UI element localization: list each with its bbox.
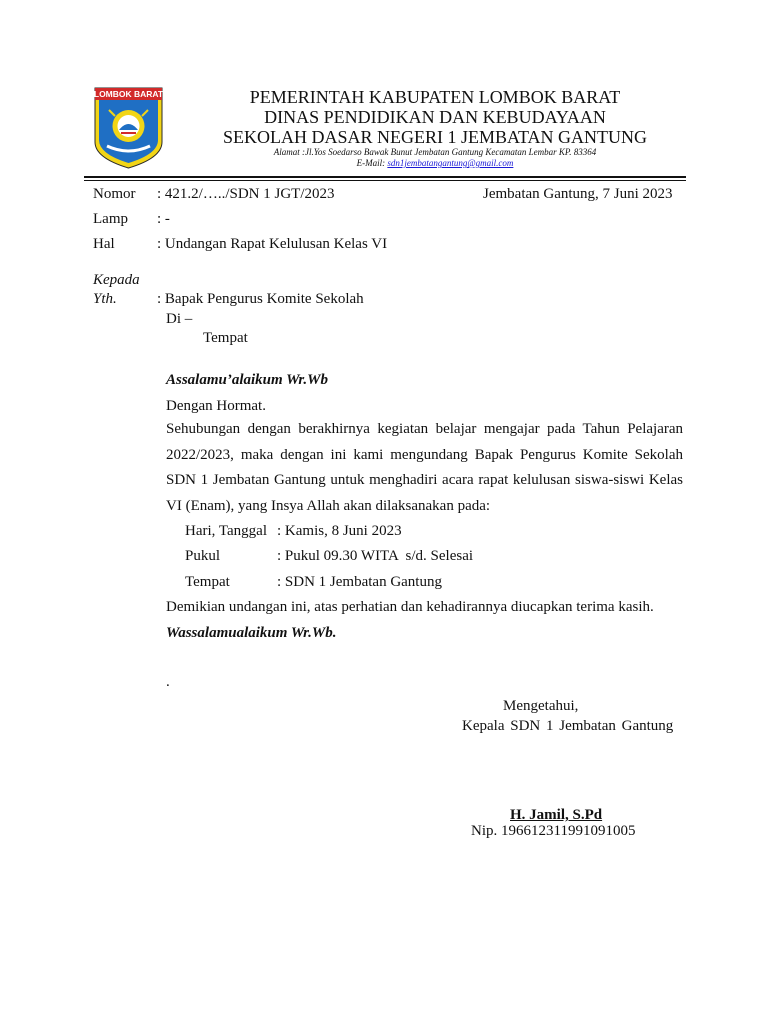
nomor-label: Nomor [93,186,136,202]
recipient-di: Di – [166,311,193,327]
detail-value-date: : Kamis, 8 Juni 2023 [277,523,402,539]
lamp-value: : - [157,211,170,227]
school-email-line [200,158,670,169]
lombok-barat-logo [93,86,164,170]
body-paragraph: Sehubungan dengan berakhirnya kegiatan belajar mengajar pada Tahun Pelajaran 2022/2023, maka dengan ini kami mengundang Bapak Pengurus Komite Sekolah SDN 1 Jembatan Gantung untuk menghadiri acara rapat kelulusan siswa-siswi Kelas VI (Enam), yang Insya Allah akan dilaksanakan pada: [166,421,683,514]
school-address: Alamat :Jl.Yos Soedarso Bawak Bunut Jembatan Gantung Kecamatan Lembar KP. 83364 [273,147,597,157]
header-line-department: DINAS PENDIDIKAN DAN KEBUDAYAAN [264,107,606,127]
detail-label-place: Tempat [185,574,230,590]
detail-label-date: Hari, Tanggal [185,523,267,539]
detail-value-place: : SDN 1 Jembatan Gantung [277,574,442,590]
kepada-label: Kepada [93,272,140,288]
nomor-value: : 421.2/…../SDN 1 JGT/2023 [157,186,335,202]
signature-position: Kepala SDN 1 Jembatan Gantung [462,718,674,734]
hal-value: : Undangan Rapat Kelulusan Kelas VI [157,236,388,252]
place-date: Jembatan Gantung, 7 Juni 2023 [483,186,673,202]
closing-sentence: Demikian undangan ini, atas perhatian dan kehadirannya diucapkan terima kasih. [166,599,654,615]
detail-value-time: : Pukul 09.30 WITA s/d. Selesai [277,548,474,564]
recipient-tempat: Tempat [203,330,248,346]
closing-salam: Wassalamualaikum Wr.Wb. [166,625,337,641]
yth-label: Yth. [93,291,117,307]
signature-mengetahui: Mengetahui, [503,698,579,714]
stray-dot: . [166,674,170,690]
detail-label-time: Pukul [185,548,221,564]
recipient-name: : Bapak Pengurus Komite Sekolah [157,291,364,307]
header-line-school: SEKOLAH DASAR NEGERI 1 JEMBATAN GANTUNG [222,127,648,147]
signature-nip: Nip. 196612311991091005 [471,823,636,839]
salutation: Dengan Hormat. [166,398,266,414]
signature-name: H. Jamil, S.Pd [510,807,603,823]
hal-label: Hal [93,236,115,252]
logo-text: LOMBOK BARAT [93,89,164,99]
email-link[interactable]: sdn1jembatangantung@gmail.com [387,158,514,168]
greeting: Assalamu’alaikum Wr.Wb [166,372,328,388]
lamp-label: Lamp [93,211,128,227]
header-line-government: PEMERINTAH KABUPATEN LOMBOK BARAT [249,87,621,107]
header-rule-thin [84,180,686,181]
header-rule-thick [84,176,686,178]
email-label: E-Mail: [356,158,386,168]
